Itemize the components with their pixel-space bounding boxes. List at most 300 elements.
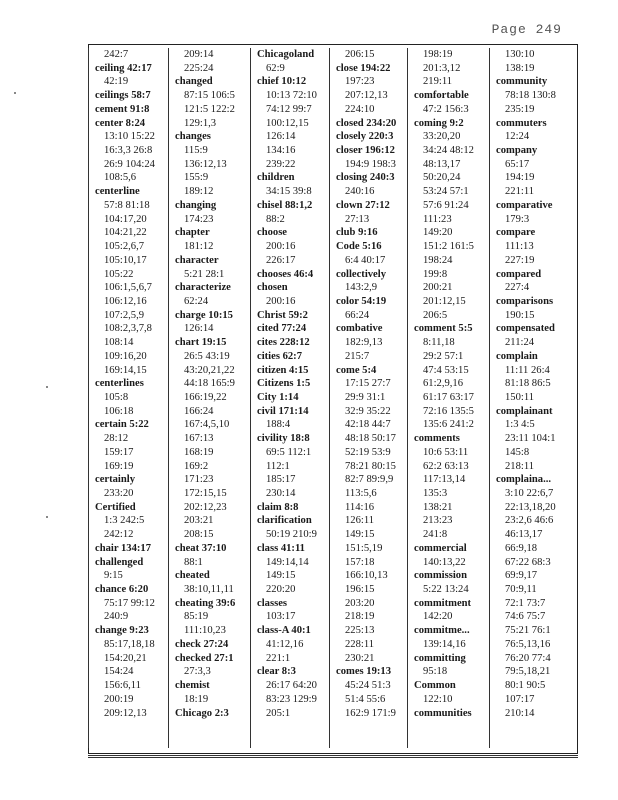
index-reference: 105:22 bbox=[104, 268, 134, 280]
index-reference: 149:15 bbox=[266, 570, 296, 582]
index-reference: 81:18 86:5 bbox=[505, 378, 551, 390]
index-reference: 210:14 bbox=[505, 707, 535, 719]
index-reference: 227:19 bbox=[505, 254, 535, 266]
index-term: complainant bbox=[496, 405, 553, 417]
index-reference: 200:16 bbox=[266, 241, 296, 253]
index-reference: 167:13 bbox=[184, 433, 214, 445]
index-reference: 48:13,17 bbox=[423, 158, 461, 170]
index-term: claim 8:8 bbox=[257, 501, 299, 513]
index-term: changed bbox=[175, 76, 213, 88]
index-column-1 bbox=[88, 48, 168, 748]
index-reference: 27:13 bbox=[345, 213, 370, 225]
index-reference: 61:17 63:17 bbox=[423, 391, 474, 403]
index-term: cites 228:12 bbox=[257, 337, 310, 349]
index-reference: 34:24 48:12 bbox=[423, 145, 474, 157]
index-term: chooses 46:4 bbox=[257, 268, 314, 280]
index-reference: 23:11 104:1 bbox=[505, 433, 556, 445]
index-term: children bbox=[257, 172, 295, 184]
index-reference: 225:13 bbox=[345, 625, 375, 637]
index-term: class-A 40:1 bbox=[257, 625, 311, 637]
index-reference: 181:12 bbox=[184, 241, 214, 253]
index-reference: 87:15 106:5 bbox=[184, 90, 235, 102]
index-reference: 194:9 198:3 bbox=[345, 158, 396, 170]
index-reference: 242:12 bbox=[104, 529, 134, 541]
index-reference: 26:5 43:19 bbox=[184, 350, 230, 362]
index-term: cheat 37:10 bbox=[175, 542, 227, 554]
index-term: complain bbox=[496, 350, 538, 362]
index-term: club 9:16 bbox=[336, 227, 378, 239]
index-reference: 88:2 bbox=[266, 213, 285, 225]
index-reference: 239:22 bbox=[266, 158, 296, 170]
index-reference: 122:10 bbox=[423, 693, 453, 705]
index-reference: 206:15 bbox=[345, 49, 375, 60]
index-reference: 107:2,5,9 bbox=[104, 309, 145, 321]
index-reference: 80:1 90:5 bbox=[505, 680, 546, 692]
index-term: character bbox=[175, 254, 219, 266]
index-reference: 95:18 bbox=[423, 666, 448, 678]
index-reference: 194:19 bbox=[505, 172, 535, 184]
index-reference: 140:13,22 bbox=[423, 556, 466, 568]
index-term: commitme... bbox=[414, 625, 470, 637]
index-reference: 241:8 bbox=[423, 529, 448, 541]
scan-speck bbox=[14, 92, 16, 94]
index-reference: 154:20,21 bbox=[104, 652, 147, 664]
index-term: comments bbox=[414, 433, 460, 445]
index-reference: 215:7 bbox=[345, 350, 370, 362]
index-reference: 33:20,20 bbox=[423, 131, 461, 143]
index-reference: 45:24 51:3 bbox=[345, 680, 391, 692]
index-reference: 10:13 72:10 bbox=[266, 90, 317, 102]
index-reference: 174:23 bbox=[184, 213, 214, 225]
index-reference: 206:5 bbox=[423, 309, 448, 321]
index-reference: 62:2 63:13 bbox=[423, 460, 469, 472]
index-reference: 151:2 161:5 bbox=[423, 241, 474, 253]
index-term: Common bbox=[414, 680, 456, 692]
index-reference: 188:4 bbox=[266, 419, 291, 431]
index-column-4 bbox=[329, 48, 407, 748]
index-term: coming 9:2 bbox=[414, 117, 464, 129]
index-reference: 38:10,11,11 bbox=[184, 584, 234, 596]
index-term: cited 77:24 bbox=[257, 323, 307, 335]
index-reference: 11:11 26:4 bbox=[505, 364, 550, 376]
index-reference: 111:23 bbox=[423, 213, 452, 225]
index-term: clown 27:12 bbox=[336, 199, 390, 211]
index-term: center 8:24 bbox=[95, 117, 146, 129]
index-reference: 79:5,18,21 bbox=[505, 666, 551, 678]
index-reference: 203:20 bbox=[345, 597, 375, 609]
index-term: clear 8:3 bbox=[257, 666, 296, 678]
index-reference: 202:12,23 bbox=[184, 501, 227, 513]
index-term: closer 196:12 bbox=[336, 145, 395, 157]
index-reference: 221:11 bbox=[505, 186, 535, 198]
index-reference: 169:19 bbox=[104, 460, 134, 472]
index-reference: 57:6 91:24 bbox=[423, 199, 469, 211]
index-reference: 26:17 64:20 bbox=[266, 680, 317, 692]
index-reference: 47:2 156:3 bbox=[423, 103, 469, 115]
index-term: ceilings 58:7 bbox=[95, 90, 151, 102]
index-term: Code 5:16 bbox=[336, 241, 382, 253]
index-reference: 50:19 210:9 bbox=[266, 529, 317, 541]
index-term: commission bbox=[414, 570, 467, 582]
index-reference: 85:17,18,18 bbox=[104, 638, 155, 650]
index-reference: 200:16 bbox=[266, 295, 296, 307]
index-term: chief 10:12 bbox=[257, 76, 307, 88]
index-reference: 111:10,23 bbox=[184, 625, 226, 637]
index-reference: 76:20 77:4 bbox=[505, 652, 551, 664]
index-reference: 22:13,18,20 bbox=[505, 501, 556, 513]
index-reference: 26:9 104:24 bbox=[104, 158, 155, 170]
index-term: commitment bbox=[414, 597, 472, 609]
index-reference: 135:6 241:2 bbox=[423, 419, 474, 431]
index-column-3 bbox=[250, 48, 329, 748]
index-reference: 106:1,5,6,7 bbox=[104, 282, 152, 294]
index-reference: 221:1 bbox=[266, 652, 291, 664]
index-reference: 143:2,9 bbox=[345, 282, 378, 294]
index-reference: 218:19 bbox=[345, 611, 375, 623]
index-reference: 105:8 bbox=[104, 391, 129, 403]
index-reference: 107:17 bbox=[505, 693, 535, 705]
index-reference: 65:17 bbox=[505, 158, 530, 170]
index-term: choose bbox=[257, 227, 288, 239]
index-reference: 135:3 bbox=[423, 488, 448, 499]
index-term: complaina... bbox=[496, 474, 552, 486]
index-reference: 67:22 68:3 bbox=[505, 556, 551, 568]
index-reference: 75:17 99:12 bbox=[104, 597, 155, 609]
index-term: change 9:23 bbox=[95, 625, 149, 637]
index-reference: 9:15 bbox=[104, 570, 123, 582]
index-reference: 52:19 53:9 bbox=[345, 446, 391, 458]
index-term: changing bbox=[175, 199, 217, 211]
index-term: citizen 4:15 bbox=[257, 364, 309, 376]
index-reference: 201:12,15 bbox=[423, 295, 466, 307]
index-reference: 16:3,3 26:8 bbox=[104, 145, 153, 157]
index-column-6 bbox=[489, 48, 578, 748]
index-reference: 83:23 129:9 bbox=[266, 693, 317, 705]
index-reference: 224:10 bbox=[345, 103, 375, 115]
index-reference: 205:1 bbox=[266, 707, 291, 719]
index-term: cheating 39:6 bbox=[175, 597, 236, 609]
index-reference: 104:17,20 bbox=[104, 213, 147, 225]
index-reference: 115:9 bbox=[184, 145, 208, 157]
index-reference: 46:13,17 bbox=[505, 529, 543, 541]
index-term: come 5:4 bbox=[336, 364, 377, 376]
index-reference: 78:18 130:8 bbox=[505, 90, 556, 102]
index-reference: 139:14,16 bbox=[423, 638, 466, 650]
index-term: compared bbox=[496, 268, 542, 280]
index-term: certainly bbox=[95, 474, 136, 486]
index-reference: 51:4 55:6 bbox=[345, 693, 386, 705]
index-reference: 66:9,18 bbox=[505, 542, 538, 554]
index-reference: 75:21 76:1 bbox=[505, 625, 551, 637]
index-reference: 230:21 bbox=[345, 652, 375, 664]
index-reference: 8:11,18 bbox=[423, 337, 455, 349]
index-reference: 157:18 bbox=[345, 556, 375, 568]
index-reference: 207:12,13 bbox=[345, 90, 388, 102]
index-term: chart 19:15 bbox=[175, 337, 227, 349]
index-term: comparative bbox=[496, 199, 553, 211]
index-reference: 12:24 bbox=[505, 131, 530, 143]
index-term: City 1:14 bbox=[257, 391, 299, 403]
index-reference: 50:20,24 bbox=[423, 172, 461, 184]
index-reference: 201:3,12 bbox=[423, 62, 461, 74]
index-reference: 197:23 bbox=[345, 76, 375, 88]
index-term: challenged bbox=[95, 556, 144, 568]
index-reference: 189:12 bbox=[184, 186, 214, 198]
index-reference: 226:17 bbox=[266, 254, 296, 266]
index-reference: 48:18 50:17 bbox=[345, 433, 396, 445]
index-reference: 1:3 4:5 bbox=[505, 419, 535, 431]
index-term: classes bbox=[257, 597, 288, 609]
index-term: ceiling 42:17 bbox=[95, 62, 152, 74]
index-reference: 105:2,6,7 bbox=[104, 241, 145, 253]
index-reference: 62:24 bbox=[184, 295, 209, 307]
index-reference: 138:21 bbox=[423, 501, 453, 513]
index-reference: 225:24 bbox=[184, 62, 214, 74]
index-reference: 150:11 bbox=[505, 391, 535, 403]
index-term: checked 27:1 bbox=[175, 652, 234, 664]
index-reference: 78:21 80:15 bbox=[345, 460, 396, 472]
index-reference: 29:2 57:1 bbox=[423, 350, 464, 362]
index-term: comparisons bbox=[496, 295, 554, 307]
index-term: Chicagoland bbox=[257, 49, 315, 60]
index-reference: 66:24 bbox=[345, 309, 370, 321]
index-term: Citizens 1:5 bbox=[257, 378, 311, 390]
index-reference: 113:5,6 bbox=[345, 488, 377, 499]
index-term: chisel 88:1,2 bbox=[257, 199, 313, 211]
index-reference: 53:24 57:1 bbox=[423, 186, 469, 198]
index-reference: 106:18 bbox=[104, 405, 134, 417]
index-reference: 44:18 165:9 bbox=[184, 378, 235, 390]
index-reference: 34:15 39:8 bbox=[266, 186, 312, 198]
index-reference: 62:9 bbox=[266, 62, 285, 74]
scan-speck bbox=[46, 516, 48, 518]
index-term: company bbox=[496, 145, 538, 157]
index-reference: 74:6 75:7 bbox=[505, 611, 546, 623]
index-reference: 166:10,13 bbox=[345, 570, 388, 582]
index-reference: 43:20,21,22 bbox=[184, 364, 235, 376]
index-reference: 200:19 bbox=[104, 693, 134, 705]
index-reference: 105:10,17 bbox=[104, 254, 147, 266]
index-term: commuters bbox=[496, 117, 547, 129]
index-reference: 136:12,13 bbox=[184, 158, 227, 170]
index-reference: 209:12,13 bbox=[104, 707, 147, 719]
index-reference: 47:4 53:15 bbox=[423, 364, 469, 376]
index-reference: 208:15 bbox=[184, 529, 214, 541]
index-reference: 29:9 31:1 bbox=[345, 391, 386, 403]
index-term: committing bbox=[414, 652, 466, 664]
index-term: changes bbox=[175, 131, 211, 143]
index-reference: 126:11 bbox=[345, 515, 375, 527]
index-reference: 240:16 bbox=[345, 186, 375, 198]
index-reference: 196:15 bbox=[345, 584, 375, 596]
index-reference: 166:24 bbox=[184, 405, 214, 417]
index-term: community bbox=[496, 76, 548, 88]
index-term: comment 5:5 bbox=[414, 323, 473, 335]
index-reference: 42:19 bbox=[104, 76, 129, 88]
index-reference: 151:5,19 bbox=[345, 542, 383, 554]
index-reference: 88:1 bbox=[184, 556, 203, 568]
index-term: chosen bbox=[257, 282, 288, 294]
index-term: compare bbox=[496, 227, 536, 239]
index-reference: 5:21 28:1 bbox=[184, 268, 225, 280]
index-term: closed 234:20 bbox=[336, 117, 397, 129]
index-term: Certified bbox=[95, 501, 136, 513]
index-reference: 126:14 bbox=[266, 131, 296, 143]
index-reference: 228:11 bbox=[345, 638, 375, 650]
index-reference: 134:16 bbox=[266, 145, 296, 157]
index-reference: 203:21 bbox=[184, 515, 214, 527]
index-reference: 57:8 81:18 bbox=[104, 199, 150, 211]
scan-speck bbox=[46, 386, 48, 388]
index-reference: 149:15 bbox=[345, 529, 375, 541]
index-reference: 41:12,16 bbox=[266, 638, 304, 650]
index-reference: 185:17 bbox=[266, 474, 296, 486]
index-reference: 156:6,11 bbox=[104, 680, 141, 692]
index-reference: 85:19 bbox=[184, 611, 209, 623]
index-reference: 3:10 22:6,7 bbox=[505, 488, 554, 499]
index-term: chapter bbox=[175, 227, 210, 239]
index-term: combative bbox=[336, 323, 383, 335]
index-reference: 145:8 bbox=[505, 446, 530, 458]
index-reference: 169:2 bbox=[184, 460, 209, 472]
index-reference: 28:12 bbox=[104, 433, 129, 445]
index-reference: 103:17 bbox=[266, 611, 296, 623]
index-reference: 111:13 bbox=[505, 241, 534, 253]
index-term: centerlines bbox=[95, 378, 144, 390]
index-term: cement 91:8 bbox=[95, 103, 150, 115]
index-reference: 23:2,6 46:6 bbox=[505, 515, 554, 527]
index-reference: 235:19 bbox=[505, 103, 535, 115]
index-reference: 108:2,3,7,8 bbox=[104, 323, 152, 335]
index-reference: 18:19 bbox=[184, 693, 209, 705]
page-number: Page 249 bbox=[491, 22, 562, 37]
index-reference: 159:17 bbox=[104, 446, 134, 458]
index-reference: 112:1 bbox=[266, 460, 290, 472]
index-reference: 17:15 27:7 bbox=[345, 378, 391, 390]
index-reference: 69:9,17 bbox=[505, 570, 538, 582]
index-reference: 179:3 bbox=[505, 213, 530, 225]
index-reference: 213:23 bbox=[423, 515, 453, 527]
index-term: charge 10:15 bbox=[175, 309, 233, 321]
index-term: clarification bbox=[257, 515, 312, 527]
index-reference: 70:9,11 bbox=[505, 584, 537, 596]
index-term: closely 220:3 bbox=[336, 131, 394, 143]
index-reference: 227:4 bbox=[505, 282, 530, 294]
index-reference: 121:5 122:2 bbox=[184, 103, 235, 115]
index-reference: 32:9 35:22 bbox=[345, 405, 391, 417]
index-reference: 114:16 bbox=[345, 501, 375, 513]
index-reference: 149:14,14 bbox=[266, 556, 309, 568]
index-term: Chicago 2:3 bbox=[175, 707, 229, 719]
index-term: cities 62:7 bbox=[257, 350, 303, 362]
index-reference: 162:9 171:9 bbox=[345, 707, 396, 719]
index-term: compensated bbox=[496, 323, 555, 335]
index-term: chair 134:17 bbox=[95, 542, 152, 554]
index-term: class 41:11 bbox=[257, 542, 305, 554]
index-reference: 240:9 bbox=[104, 611, 129, 623]
index-reference: 230:14 bbox=[266, 488, 296, 499]
index-reference: 5:22 13:24 bbox=[423, 584, 469, 596]
index-term: civility 18:8 bbox=[257, 433, 310, 445]
index-reference: 211:24 bbox=[505, 337, 535, 349]
index-reference: 72:16 135:5 bbox=[423, 405, 474, 417]
index-term: cheated bbox=[175, 570, 210, 582]
index-term: communities bbox=[414, 707, 472, 719]
index-term: collectively bbox=[336, 268, 386, 280]
index-reference: 200:21 bbox=[423, 282, 453, 294]
index-reference: 155:9 bbox=[184, 172, 209, 184]
index-term: certain 5:22 bbox=[95, 419, 149, 431]
index-reference: 129:1,3 bbox=[184, 117, 217, 129]
index-reference: 242:7 bbox=[104, 49, 129, 60]
index-reference: 82:7 89:9,9 bbox=[345, 474, 394, 486]
index-term: characterize bbox=[175, 282, 231, 294]
index-reference: 198:24 bbox=[423, 254, 453, 266]
index-term: check 27:24 bbox=[175, 638, 229, 650]
index-reference: 218:11 bbox=[505, 460, 535, 472]
index-reference: 168:19 bbox=[184, 446, 214, 458]
index-reference: 169:14,15 bbox=[104, 364, 147, 376]
index-reference: 76:5,13,16 bbox=[505, 638, 551, 650]
index-reference: 108:14 bbox=[104, 337, 134, 349]
index-reference: 142:20 bbox=[423, 611, 453, 623]
index-reference: 167:4,5,10 bbox=[184, 419, 230, 431]
index-reference: 13:10 15:22 bbox=[104, 131, 155, 143]
index-term: centerline bbox=[95, 186, 140, 198]
index-column-2 bbox=[168, 48, 250, 748]
index-term: chemist bbox=[175, 680, 210, 692]
index-reference: 100:12,15 bbox=[266, 117, 309, 129]
index-reference: 233:20 bbox=[104, 488, 134, 499]
index-reference: 126:14 bbox=[184, 323, 214, 335]
index-term: chance 6:20 bbox=[95, 584, 149, 596]
index-term: comes 19:13 bbox=[336, 666, 392, 678]
index-reference: 219:11 bbox=[423, 76, 453, 88]
index-term: close 194:22 bbox=[336, 62, 391, 74]
index-term: commercial bbox=[414, 542, 467, 554]
index-column-5 bbox=[407, 48, 489, 748]
index-reference: 149:20 bbox=[423, 227, 453, 239]
index-term: civil 171:14 bbox=[257, 405, 309, 417]
index-reference: 1:3 242:5 bbox=[104, 515, 145, 527]
index-reference: 166:19,22 bbox=[184, 391, 227, 403]
table-bottom-rule bbox=[88, 752, 578, 758]
index-reference: 104:21,22 bbox=[104, 227, 147, 239]
index-reference: 27:3,3 bbox=[184, 666, 211, 678]
index-reference: 109:16,20 bbox=[104, 350, 147, 362]
index-reference: 74:12 99:7 bbox=[266, 103, 312, 115]
index-reference: 42:18 44:7 bbox=[345, 419, 391, 431]
index-reference: 154:24 bbox=[104, 666, 134, 678]
index-term: comfortable bbox=[414, 90, 469, 102]
index-reference: 6:4 40:17 bbox=[345, 254, 386, 266]
index-reference: 108:5,6 bbox=[104, 172, 137, 184]
index-term: color 54:19 bbox=[336, 295, 387, 307]
index-reference: 117:13,14 bbox=[423, 474, 466, 486]
index-reference: 106:12,16 bbox=[104, 295, 147, 307]
index-reference: 198:19 bbox=[423, 49, 453, 60]
index-reference: 199:8 bbox=[423, 268, 448, 280]
index-reference: 69:5 112:1 bbox=[266, 446, 312, 458]
index-reference: 209:14 bbox=[184, 49, 214, 60]
index-reference: 190:15 bbox=[505, 309, 535, 321]
index-reference: 171:23 bbox=[184, 474, 214, 486]
index-reference: 61:2,9,16 bbox=[423, 378, 464, 390]
index-reference: 182:9,13 bbox=[345, 337, 383, 349]
index-reference: 72:1 73:7 bbox=[505, 597, 546, 609]
index-reference: 138:19 bbox=[505, 62, 535, 74]
index-reference: 172:15,15 bbox=[184, 488, 227, 499]
